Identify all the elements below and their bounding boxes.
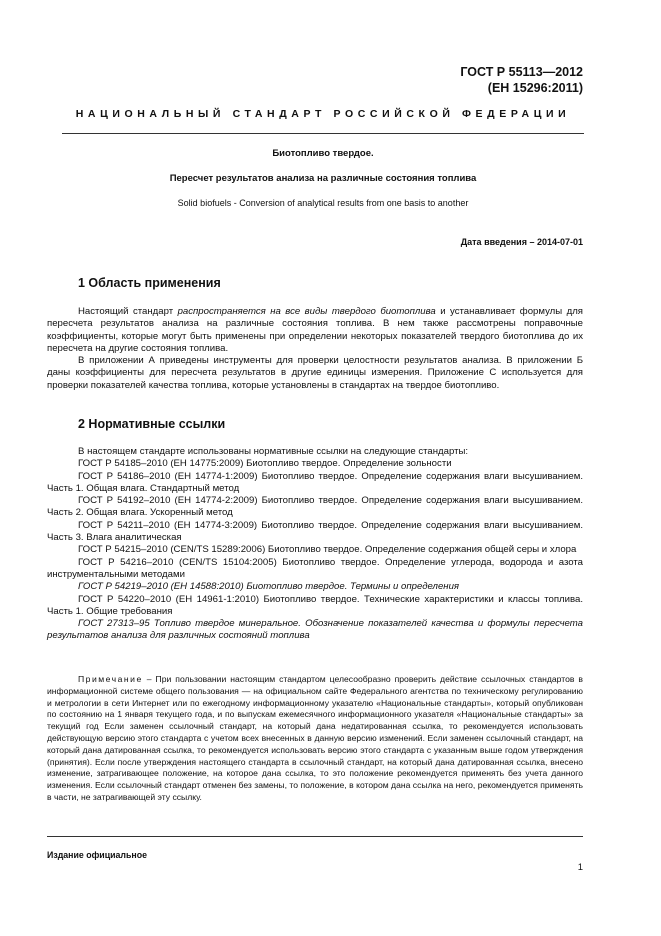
reference-item-italic: ГОСТ 27313–95 Топливо твердое минеральное. Обозначение показателей качества и формулы пересчета результатов анализа для различных состояний топлива (47, 618, 583, 642)
introduction-date: Дата введения – 2014-07-01 (460, 237, 583, 247)
reference-item: ГОСТ Р 54215–2010 (CEN/TS 15289:2006) Биотопливо твердое. Определение содержания общей серы и хлора (78, 544, 577, 556)
section-2-heading: 2 Нормативные ссылки (78, 417, 226, 431)
reference-item: ГОСТ Р 54192–2010 (ЕН 14774-2:2009) Биотопливо твердое. Определение содержания влаги высушиванием. Часть 2. Общая влага. Ускоренный метод (47, 495, 583, 519)
reference-item: ГОСТ Р 54186–2010 (ЕН 14774-1:2009) Биотопливо твердое. Определение содержания влаги высушиванием. Часть 1. Общая влага. Стандартный метод (47, 470, 583, 494)
reference-item: ГОСТ Р 54220–2010 (ЕН 14961-1:2010) Биотопливо твердое. Технические характеристики и классы топлива. Часть 1. Общие требования (47, 593, 583, 617)
references-intro: В настоящем стандарте использованы нормативные ссылки на следующие стандарты: (78, 446, 469, 457)
doc-subtitle: Пересчет результатов анализа на различные состояния топлива (169, 173, 477, 184)
reference-item: ГОСТ Р 54216–2010 (CEN/TS 15104:2005) Биотопливо твердое. Определение углерода, водорода и азота инструментальными методами (47, 556, 583, 580)
scope-italic: распространяется на все виды твердого биотоплива (177, 306, 436, 317)
section-1-body (47, 306, 583, 392)
reference-item: ГОСТ Р 54211–2010 (ЕН 14774-3:2009) Биотопливо твердое. Определение содержания влаги высушиванием. Часть 3. Влага аналитическая (47, 519, 583, 544)
section-2-body (47, 446, 583, 643)
standard-code: ГОСТ Р 55113—2012 (460, 65, 583, 79)
section-1-heading: 1 Область применения (78, 276, 221, 290)
reference-item-italic: ГОСТ Р 54219–2010 (ЕН 14588:2010) Биотопливо твердое. Термины и определения (78, 581, 460, 593)
doc-title-english: Solid biofuels - Conversion of analytical results from one basis to another (177, 198, 469, 208)
doc-title: Биотопливо твердое. (272, 148, 374, 159)
edition-label: Издание официальное (47, 850, 147, 860)
reference-item: ГОСТ Р 54185–2010 (ЕН 14775:2009) Биотопливо твердое. Определение зольности (78, 458, 452, 470)
section-1-paragraph-1: Настоящий стандарт распространяется на все виды твердого биотоплива и устанавливает формулы для пересчета результатов анализа на различные состояния топлива. В нем также рассмотрены поправочные коэффициенты, которые могут быть применены при определении некоторых показателей твердого биотоплива до их пересчета на другие состояния топлива. (47, 306, 583, 354)
note-label: Примечание (78, 674, 143, 684)
note-block (47, 674, 583, 804)
header-divider (62, 133, 584, 134)
en-code: (ЕН 15296:2011) (487, 81, 583, 95)
national-standard-title: НАЦИОНАЛЬНЫЙ СТАНДАРТ РОССИЙСКОЙ ФЕДЕРАЦИИ (75, 108, 571, 120)
note-text: – При пользовании настоящим стандартом целесообразно проверить действие ссылочных стандартов в информационной системе общего пользования — на официальном сайте Федерального агентства по техническому регулированию и метрологии в сети Интернет или по ежегодному информационному указателю «Национальные стандарты», который опубликован по состоянию на 1 января текущего года, и по выпускам ежемесячного информационного указателя «Национальные стандарты» за текущий год Если заменен ссылочный стандарт, на который дана недатированная ссылка, то рекомендуется использовать действующую версию этого стандарта с учетом всех внесенных в данную версию изменений. Если заменен ссылочный стандарт, на который дана датированная ссылка, то рекомендуется использовать версию этого стандарта с указанным выше годом утверждения (принятия). Если после утверждения настоящего стандарта в ссылочный стандарт, на который дана датированная ссылка, внесено изменение, затрагивающее положение, на которое дана ссылка, то это положение рекомендуется применять без учета данного изменения. Если ссылочный стандарт отменен без замены, то положение, в котором дана ссылка на него, рекомендуется применять в части, не затрагивающей эту ссылку. (47, 674, 583, 802)
page-number: 1 (577, 862, 583, 873)
footer-divider (47, 836, 583, 837)
standard-code-block (460, 64, 583, 96)
section-1-paragraph-2: В приложении А приведены инструменты для проверки целостности результатов анализа. В приложении Б даны коэффициенты для пересчета результатов в другие единицы измерения. Приложение С используется для проверки показателей качества топлива, которые установлены в стандартах на твердое биотопливо. (47, 355, 583, 391)
